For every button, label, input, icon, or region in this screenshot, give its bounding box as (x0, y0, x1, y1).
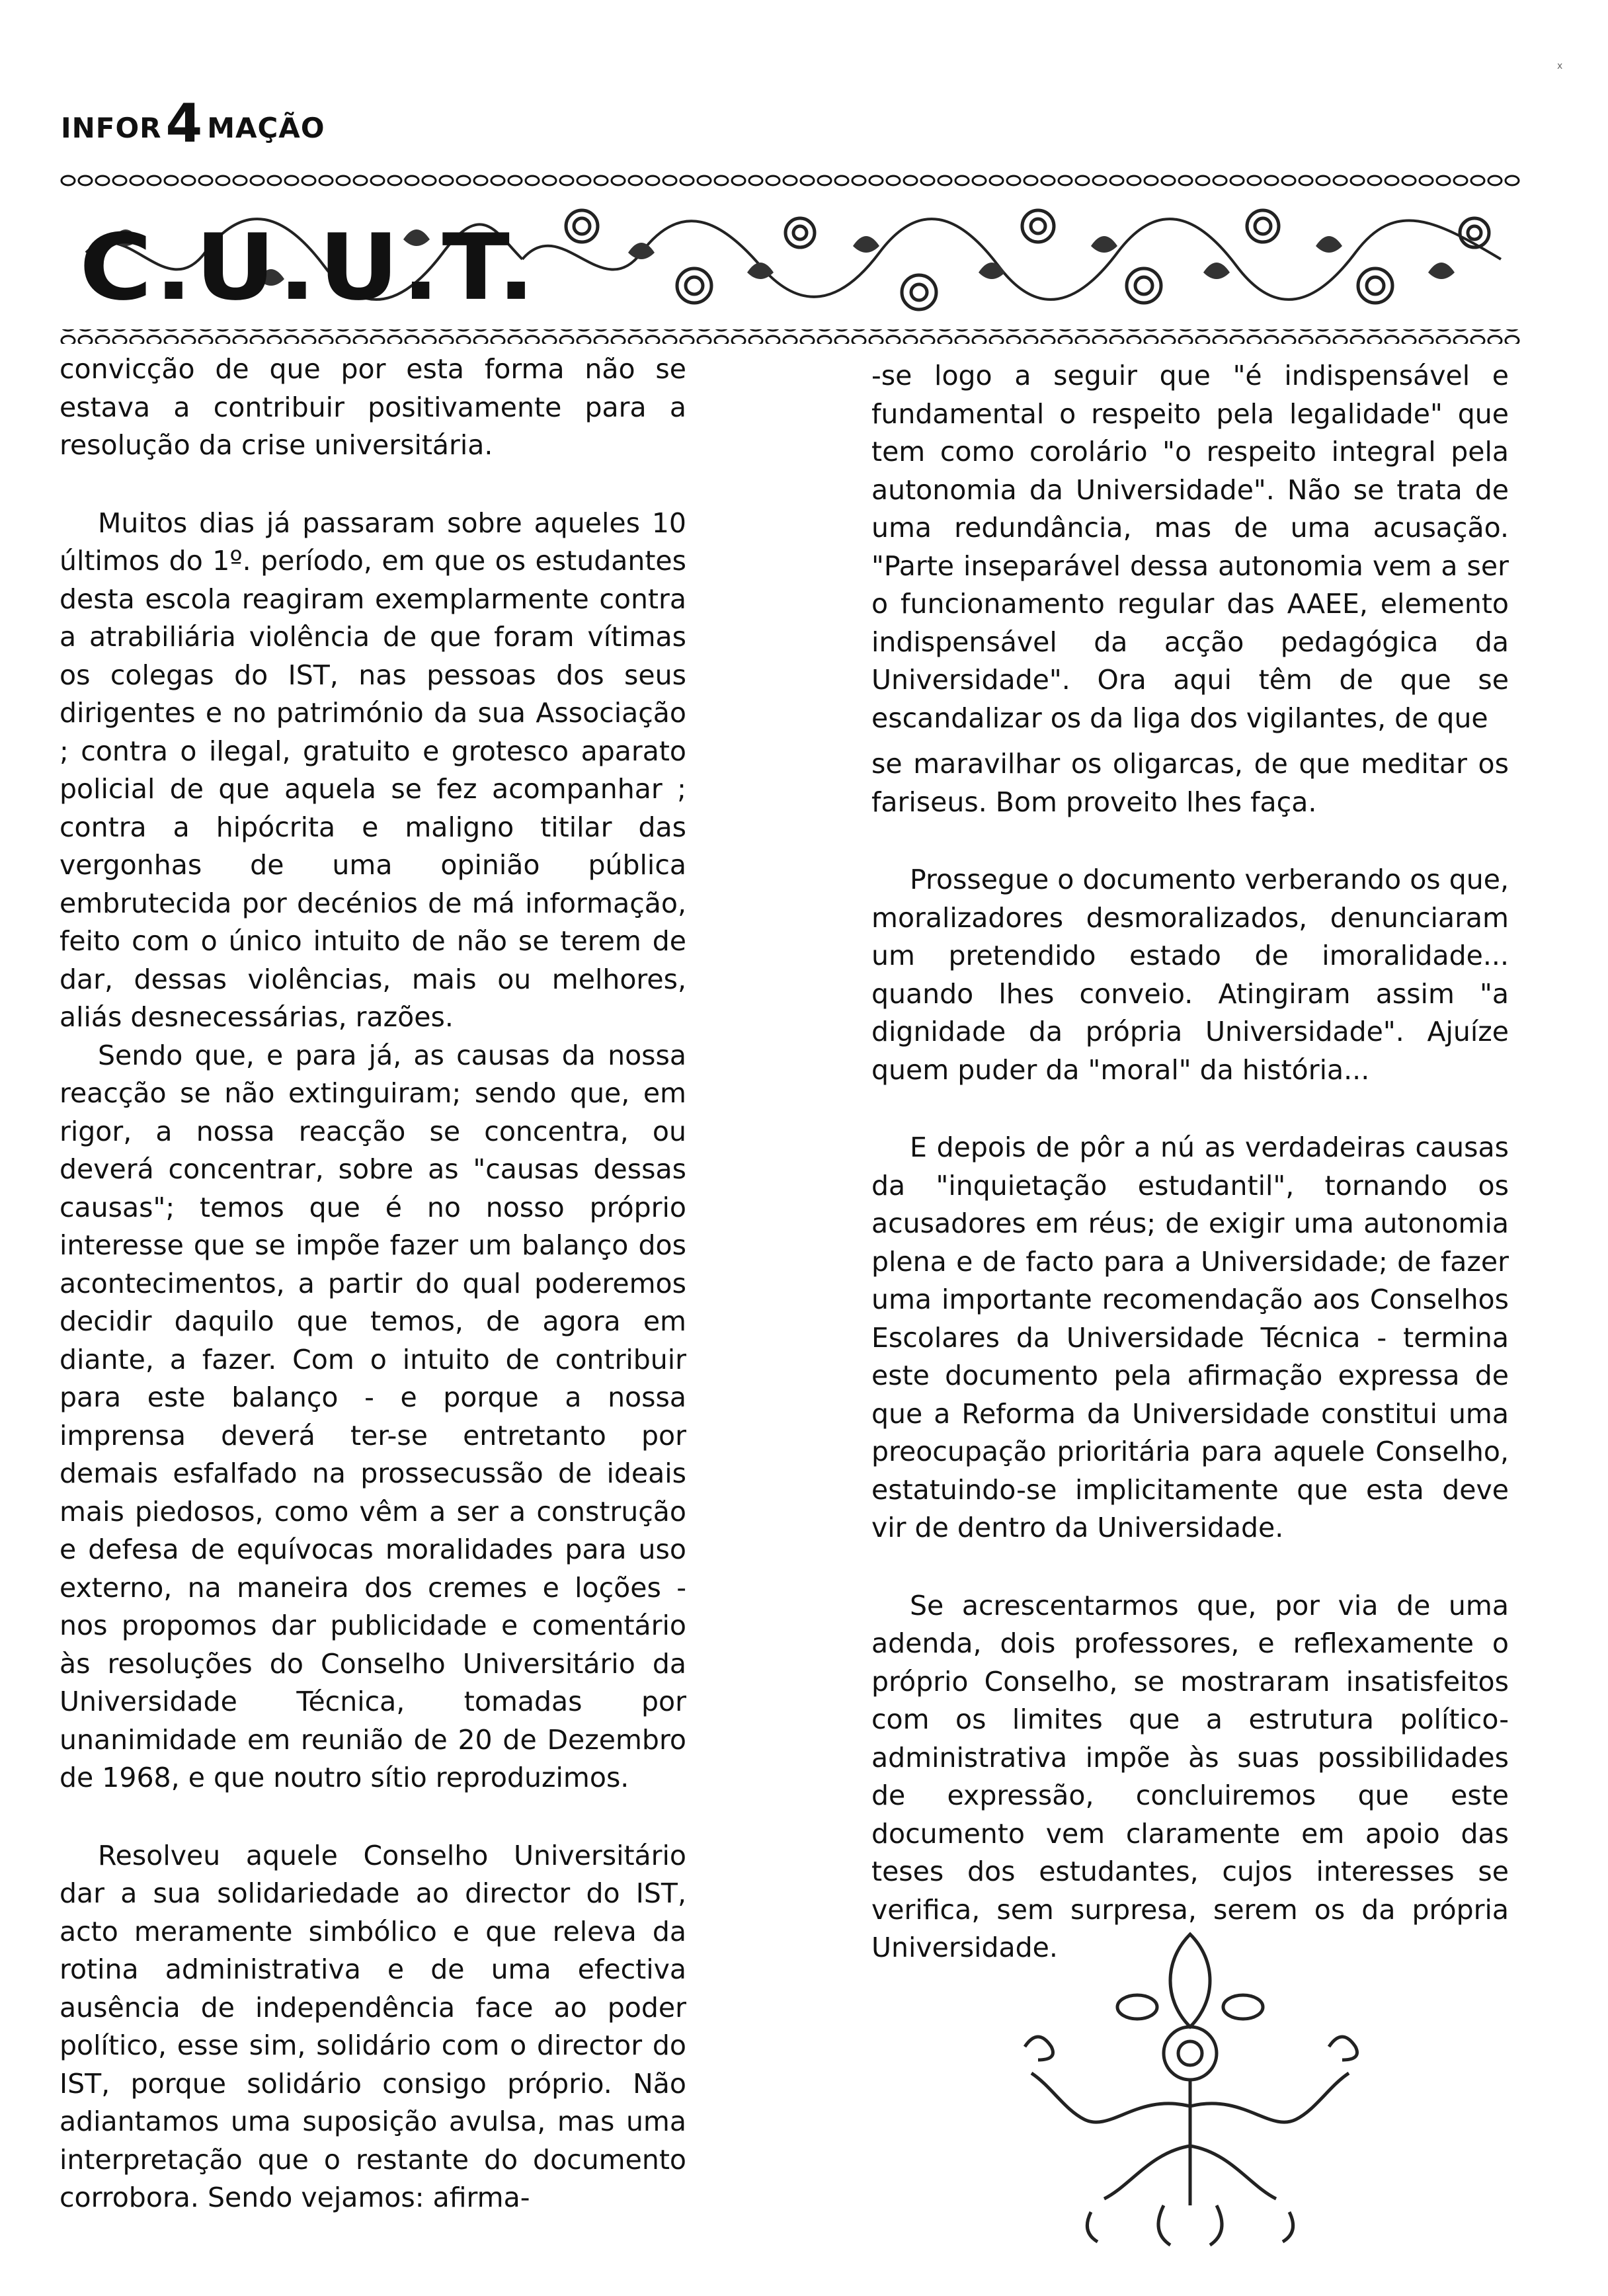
banner-title: C.U.U.T. (79, 214, 538, 321)
masthead-prefix: INFOR (61, 112, 162, 144)
right-paragraph-2: se maravilhar os oligarcas, de que meditar os fariseus. Bom proveito lhes faça. (871, 748, 1509, 818)
left-paragraph-1: convicção de que por esta forma não se estava a contribuir positivamente para a resolução da crise universitária. (60, 353, 686, 461)
right-paragraph-1: -se logo a seguir que "é indispensável e fundamental o respeito pela legalidade" que tem como corolário "o respeito integral pela autonomia da Universidade". Não se trata de uma redundância, mas de uma acusação. "Parte inseparável dessa autonomia vem a ser o funcionamento regular das AAEE, elemento indispensável da acção pedagógica da Universidade". Ora aqui têm de que se escandalizar os da liga dos vigilantes, de que (871, 360, 1509, 734)
banner-top-border (60, 173, 1521, 188)
page-number: 4 (165, 93, 204, 154)
right-paragraph-5: Se acrescentarmos que, por via de uma adenda, dois professores, e reflexamente o próprio Conselho, se mostraram insatisfeitos com os limites que a estrutura político-administrativa impõe às suas possibilidades de expressão, concluiremos que este documento vem claramente em apoio das teses dos estudantes, cujos interesses se verifica, sem surpresa, serem os da própria Universidade. (871, 1589, 1509, 1963)
masthead (61, 93, 325, 154)
right-paragraph-3: Prossegue o documento verberando os que, moralizadores desmoralizados, denunciaram um pretendido estado de imoralidade... quando lhes conveio. Atingiram assim "a dignidade da própria Universidade". Ajuíze quem puder da "moral" da história... (871, 864, 1509, 1086)
right-column (871, 357, 1509, 2007)
left-column (60, 350, 686, 2257)
left-paragraph-2: Muitos dias já passaram sobre aqueles 10 últimos do 1º. período, em que os estudantes desta escola reagiram exemplarmente contra a atrabiliária violência de que foram vítimas os colegas do IST, nas pessoas dos seus dirigentes e no património da sua Associação ; contra o ilegal, gratuito e grotesco aparato policial de que aquela se fez acompanhar ; contra a hipócrita e maligno titilar das vergonhas de uma opinião pública embrutecida por decénios de má informação, feito com o único intuito de não se terem de dar, dessas violências, mais ou melhores, aliás desnecessárias, razões. (60, 507, 686, 1033)
right-paragraph-4: E depois de pôr a nú as verdadeiras causas da "inquietação estudantil", tornando os acusadores em réus; de exigir uma autonomia plena e de facto para a Universidade; de fazer uma importante recomendação aos Conselhos Escolares da Universidade Técnica - termina este documento pela afirmação expressa de que a Reforma da Universidade constitui uma preocupação prioritária para aquele Conselho, estatuindo-se implicitamente que esta deve vir de dentro da Universidade. (871, 1131, 1509, 1543)
banner-bottom-border (60, 329, 1521, 344)
floral-ornament (1005, 1921, 1375, 2252)
left-paragraph-4: Resolveu aquele Conselho Universitário dar a sua solidariedade ao director do IST, acto meramente simbólico e que releva da rotina administrativa e de uma efectiva ausência de independência face ao poder político, esse sim, solidário com o director do IST, porque solidário consigo próprio. Não adiantamos uma suposição avulsa, mas uma interpretação que o restante do documento corrobora. Sendo vejamos: afirma- (60, 1839, 686, 2213)
corner-mark: x (1557, 61, 1563, 71)
left-paragraph-3: Sendo que, e para já, as causas da nossa reacção se não extinguiram; sendo que, em rigor, a nossa reacção se concentra, ou deverá concentrar, sobre as "causas dessas causas"; temos que é no nosso próprio interesse que se impõe fazer um balanço dos acontecimentos, a partir do qual poderemos decidir daquilo que temos, de agora em diante, a fazer. Com o intuito de contribuir para este balanço - e porque a nossa imprensa deverá ter-se entretanto por demais esfalfado na prossecussão de ideais mais piedosos, como vêm a ser a construção e defesa de equívocas moralidades para uso externo, na maneira dos cremes e loções - nos propomos dar publicidade e comentário às resoluções do Conselho Universitário da Universidade Técnica, tomadas por unanimidade em reunião de 20 de Dezembro de 1968, e que noutro sítio reproduzimos. (60, 1039, 686, 1793)
masthead-suffix: MAÇÃO (207, 112, 325, 144)
